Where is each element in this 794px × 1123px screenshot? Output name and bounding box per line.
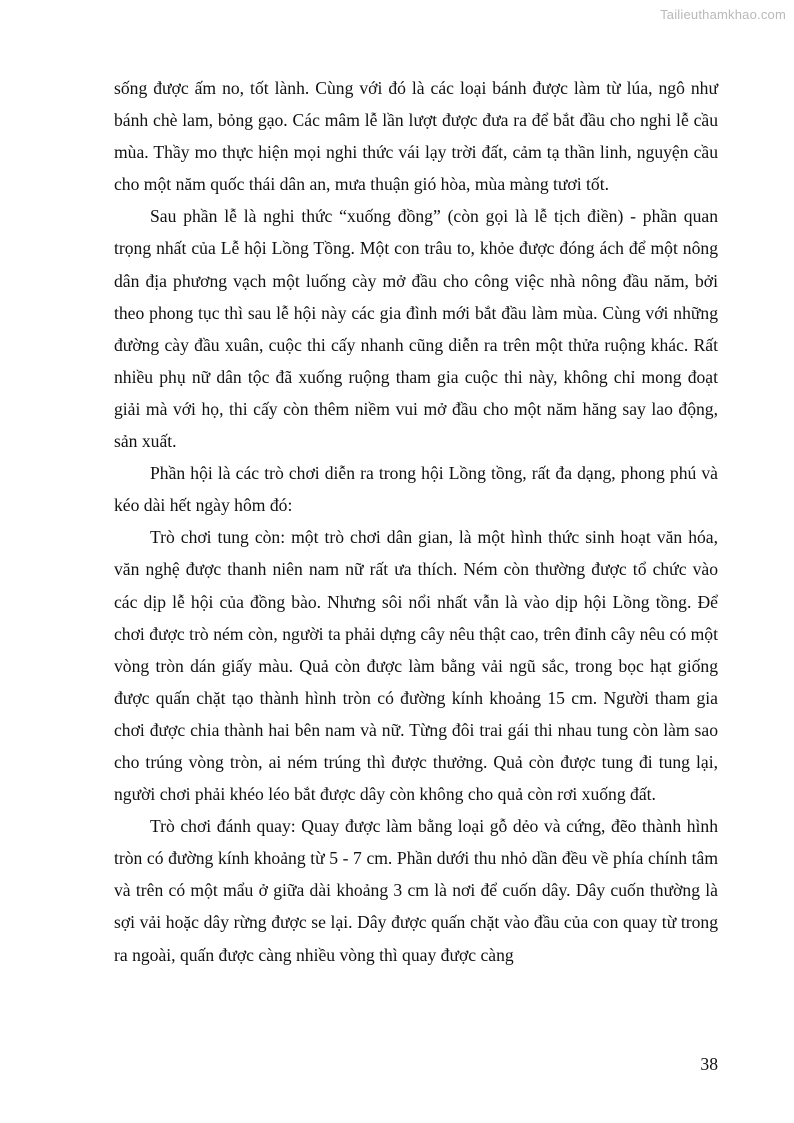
watermark: Tailieuthamkhao.com <box>660 7 786 22</box>
paragraph-1: sống được ấm no, tốt lành. Cùng với đó là các loại bánh được làm từ lúa, ngô như bánh chè lam, bỏng gạo. Các mâm lễ lần lượt được đưa ra để bắt đầu cho nghi lễ cầu mùa. Thầy mo thực hiện mọi nghi thức vái lạy trời đất, cảm tạ thần linh, nguyện cầu cho một năm quốc thái dân an, mưa thuận gió hòa, mùa màng tươi tốt. <box>114 78 718 195</box>
page-number: 38 <box>700 1054 718 1074</box>
paragraph-2: Sau phần lễ là nghi thức “xuống đồng” (còn gọi là lễ tịch điền) - phần quan trọng nhất của Lễ hội Lồng Tồng. Một con trâu to, khỏe được đóng ách để một nông dân địa phương vạch một luống cày mở đầu cho công việc nhà nông đầu năm, bởi theo phong tục thì sau lễ hội này các gia đình mới bắt đầu làm mùa. Cùng với những đường cày đầu xuân, cuộc thi cấy nhanh cũng diễn ra trên một thửa ruộng khác. Rất nhiều phụ nữ dân tộc đã xuống ruộng tham gia cuộc thi này, không chỉ mong đoạt giải mà với họ, thi cấy còn thêm niềm vui mở đầu cho một năm hăng say lao động, sản xuất. <box>114 206 718 452</box>
document-body <box>114 72 718 971</box>
paragraph-5: Trò chơi đánh quay: Quay được làm bằng loại gỗ dẻo và cứng, đẽo thành hình tròn có đường kính khoảng từ 5 - 7 cm. Phần dưới thu nhỏ dần đều về phía chính tâm và trên có một mẩu ở giữa dài khoảng 3 cm là nơi để cuốn dây. Dây cuốn thường là sợi vải hoặc dây rừng được se lại. Dây được quấn chặt vào đầu của con quay từ trong ra ngoài, quấn được càng nhiều vòng thì quay được càng <box>114 816 718 965</box>
paragraph-4: Trò chơi tung còn: một trò chơi dân gian, là một hình thức sinh hoạt văn hóa, văn nghệ được thanh niên nam nữ rất ưa thích. Ném còn thường được tổ chức vào các dịp lễ hội của đồng bào. Nhưng sôi nổi nhất vẫn là vào dịp hội Lồng tồng. Để chơi được trò ném còn, người ta phải dựng cây nêu thật cao, trên đỉnh cây nêu có một vòng tròn dán giấy màu. Quả còn được làm bằng vải ngũ sắc, trong bọc hạt giống được quấn chặt tạo thành hình tròn có đường kính khoảng 15 cm. Người tham gia chơi được chia thành hai bên nam và nữ. Từng đôi trai gái thi nhau tung còn làm sao cho trúng vòng tròn, ai ném trúng thì được thưởng. Quả còn được tung đi tung lại, người chơi phải khéo léo bắt được dây còn không cho quả còn rơi xuống đất. <box>114 527 718 805</box>
paragraph-3: Phần hội là các trò chơi diễn ra trong hội Lồng tồng, rất đa dạng, phong phú và kéo dài hết ngày hôm đó: <box>114 463 718 516</box>
